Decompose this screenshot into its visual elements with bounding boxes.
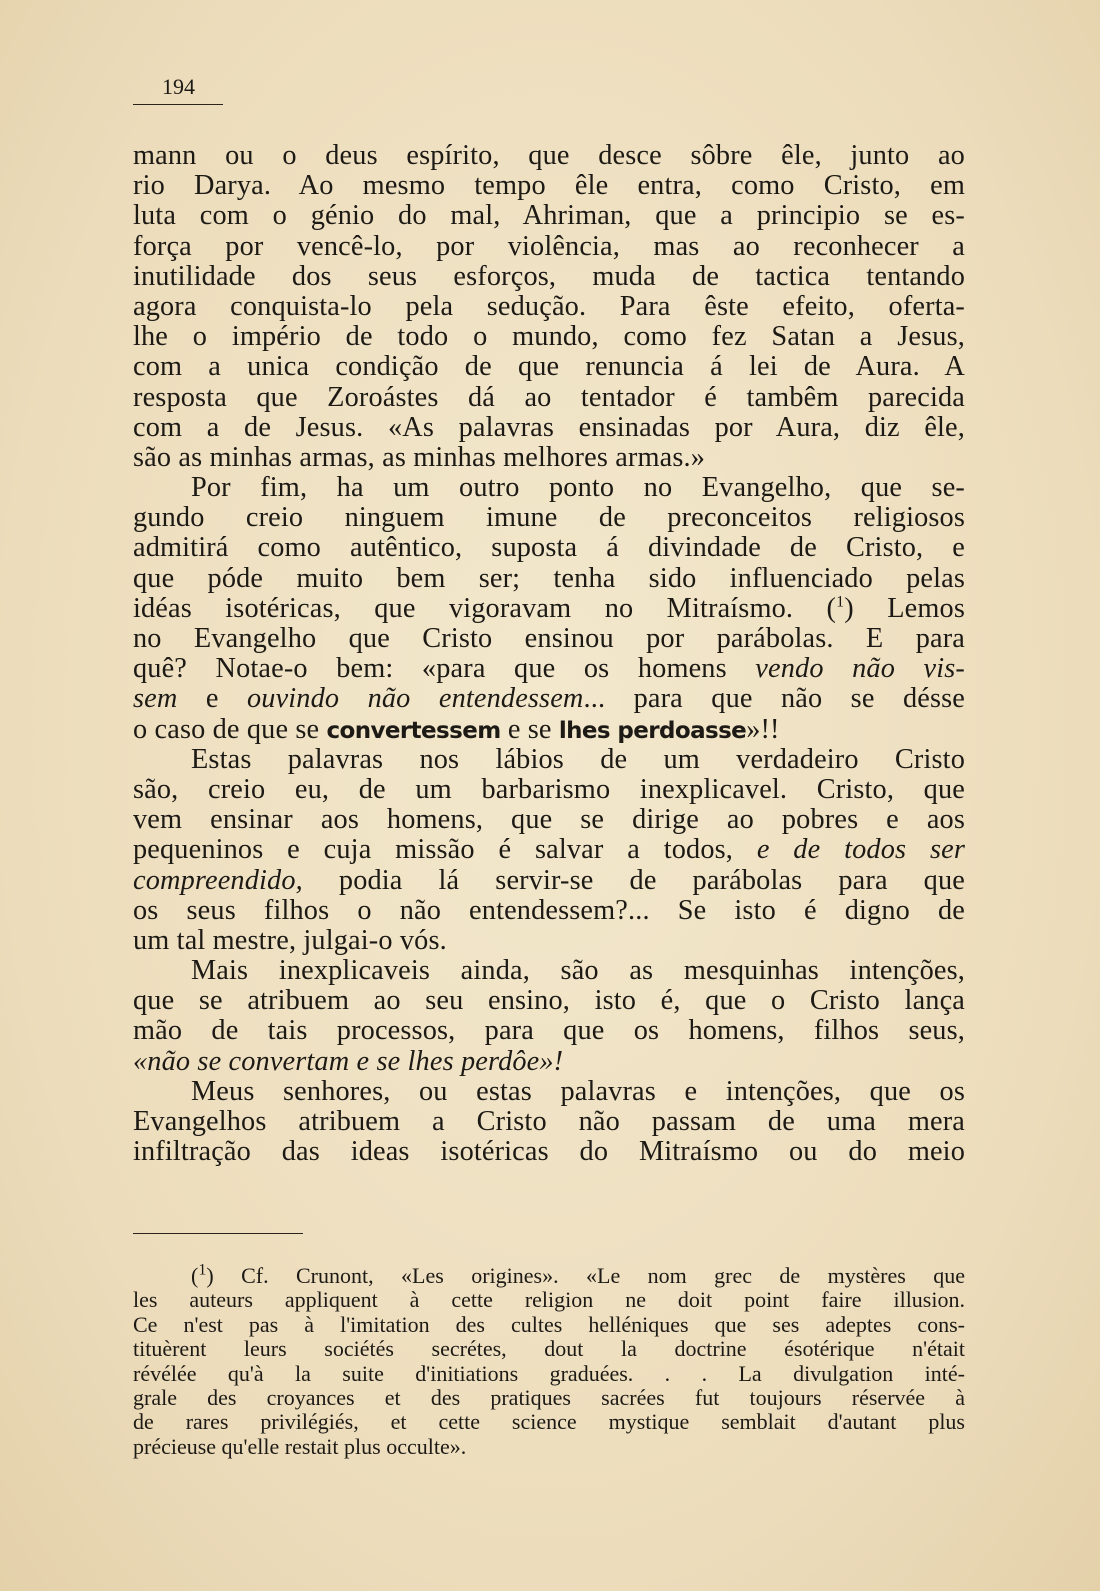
italic-text: e de todos ser: [756, 834, 965, 866]
text-segment: o caso de que se: [133, 713, 327, 745]
footnote-line: tituèrent leurs sociétés secrétes, dout la doctrine ésotérique n'était: [133, 1336, 965, 1362]
text-line: com a de Jesus. «As palavras ensinadas por Aura, diz êle,: [133, 411, 965, 443]
body-text: [133, 141, 965, 1167]
footnote-line: révélée qu'à la suite d'initiations graduées. . . La divulgation inté-: [133, 1360, 965, 1386]
text-line: infiltração das ideas isotéricas do Mitraísmo ou do meio: [133, 1136, 965, 1168]
italic-text: vendo não vis-: [755, 653, 965, 685]
footnote-marker-number: 1: [198, 1261, 207, 1279]
text-line: são, creio eu, de um barbarismo inexplicavel. Cristo, que: [133, 773, 965, 805]
text-line: um tal mestre, julgai-o vós.: [133, 924, 447, 956]
text-line: [133, 654, 965, 684]
footnote-line: les auteurs appliquent à cette religion ne doit point faire illusion.: [133, 1287, 965, 1313]
text-line: mann ou o deus espírito, que desce sôbre êle, junto ao: [133, 140, 965, 171]
footnote: [133, 1261, 965, 1459]
text-line: que póde muito bem ser; tenha sido influenciado pelas: [133, 562, 965, 594]
paragraph-start: Mais inexplicaveis ainda, são as mesquinhas intenções,: [191, 955, 965, 987]
page-number: 194: [162, 74, 195, 99]
bold-text: lhes perdoasse: [558, 717, 747, 744]
header-rule: [133, 104, 223, 105]
text-line: os seus filhos o não entendessem?... Se isto é digno de: [133, 894, 965, 926]
text-line: são as minhas armas, as minhas melhores armas.»: [133, 441, 706, 473]
footnote-line: [133, 1261, 965, 1288]
footnote-line: de rares privilégiés, et cette science mystique semblait d'autant plus: [133, 1409, 965, 1435]
text-line: força por vencê-lo, por violência, mas ao reconhecer a: [133, 230, 965, 262]
paragraph-start: Meus senhores, ou estas palavras e intenções, que os: [191, 1075, 965, 1107]
text-segment: podia lá servir-se de parábolas para que: [302, 864, 965, 896]
italic-text: sem: [133, 683, 178, 715]
bold-text: convertessem: [326, 717, 501, 744]
footnote-marker: (: [191, 1263, 199, 1288]
text-line: resposta que Zoroástes dá ao tentador é tambêm parecida: [133, 381, 965, 413]
text-line: vem ensinar aos homens, que se dirige ao pobres e aos: [133, 804, 965, 836]
text-segment: »!!: [746, 713, 780, 745]
footnote-line: Ce n'est pas à l'imitation des cultes helléniques que ses adeptes cons-: [133, 1311, 965, 1337]
text-segment: e se: [500, 713, 559, 745]
footnote-line: grale des croyances et des pratiques sacrées fut toujours réservée à: [133, 1384, 965, 1410]
text-line: Evangelhos atribuem a Cristo não passam de uma mera: [133, 1106, 965, 1137]
italic-text: ouvindo não entendessem: [246, 683, 584, 715]
footnote-rule: [133, 1233, 303, 1234]
text-line: [133, 594, 965, 624]
paragraph-start: Por fim, ha um outro ponto no Evangelho, que se-: [191, 472, 965, 504]
text-segment: quê? Notae-o bem: «para que os homens: [133, 653, 756, 685]
text-line: com a unica condição de que renuncia á lei de Aura. A: [133, 351, 965, 383]
text-line: gundo creio ninguem imune de preconceitos religiosos: [133, 502, 965, 534]
text-line: rio Darya. Ao mesmo tempo êle entra, como Cristo, em: [133, 170, 965, 202]
text-line: lhe o império de todo o mundo, como fez Satan a Jesus,: [133, 321, 965, 353]
text-line: mão de tais processos, para que os homens, filhos seus,: [133, 1015, 965, 1047]
italic-text: compreendido,: [133, 864, 303, 896]
text-line: [133, 866, 965, 896]
paragraph-start: Estas palavras nos lábios de um verdadeiro Cristo: [191, 743, 965, 775]
text-line: [133, 715, 965, 745]
footnote-ref: 1: [836, 593, 845, 611]
text-line: inutilidade dos seus esforços, muda de tactica tentando: [133, 260, 965, 292]
text-line: agora conquista-lo pela sedução. Para êste efeito, oferta-: [133, 290, 965, 322]
text-line: [133, 684, 965, 714]
text-line: [133, 835, 965, 865]
text-line: que se atribuem ao seu ensino, isto é, que o Cristo lança: [133, 985, 965, 1017]
text-line: luta com o génio do mal, Ahriman, que a principio se es-: [133, 200, 965, 232]
text-segment: ) Lemos: [844, 592, 965, 624]
footnote-line: précieuse qu'elle restait plus occulte».: [133, 1433, 467, 1459]
text-segment: ... para que não se désse: [583, 683, 965, 715]
text-segment: ) Cf. Crunont, «Les origines». «Le nom grec de mystères que: [206, 1263, 965, 1288]
text-segment: pequeninos e cuja missão é salvar a todos,: [133, 834, 757, 866]
italic-text: «não se convertam e se lhes perdôe»!: [133, 1045, 564, 1077]
text-segment: e: [177, 683, 247, 715]
text-line: admitirá como autêntico, suposta á divindade de Cristo, e: [133, 532, 965, 564]
text-segment: idéas isotéricas, que vigoravam no Mitraísmo. (: [133, 592, 837, 624]
text-line: no Evangelho que Cristo ensinou por parábolas. E para: [133, 623, 965, 654]
